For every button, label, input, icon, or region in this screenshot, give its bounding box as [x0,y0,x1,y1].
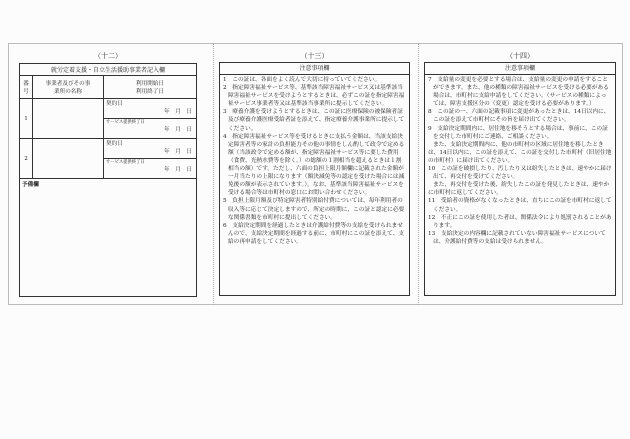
contract-label: 契約日 [106,101,123,107]
contract-date[interactable]: 年 月 日 [164,149,192,155]
note-item: 4 指定障害福祉サービス等を受けるときに支払う金額は、当該支給決定障害者等の家計の負担能力その他の事情をしん酌して政令で定める額（当該政令で定める額が、指定障害福祉サービス等に要した費用（食費、光熱水費等を除く。）の総額の１割相当を超えるときは１割相当の額）です。ただし、六面の負担上限月額欄に記載された金額が一月当たりの上限になります（額決減免等の認定を受けた場合には減免後の額が表示されています。）。なお、基準該当障害福祉サービスを受ける場合等は市町村の窓口にお問い合わせください。 [223,133,405,197]
end-label: サービス提供終了日 [106,120,145,125]
contract-date[interactable]: 年 月 日 [164,109,192,115]
note-item: 6 支給決定期間を経過したときは介護給付費等の支給を受けられませんので、支給決定期間を経過する前に、市町村にこの証を添えて、支給の再申請をしてください。 [223,222,405,245]
page-number-13: （十三） [300,52,329,60]
col-start: 利用開始日 [136,81,164,87]
note-item: 9 支給決定期間内に、居住地を移そうとする場合は、事前に、この証を交付した市町村にご連絡、ご相談ください。 [428,125,608,140]
note-item: 11 受給者の資格がなくなったときは、直ちにこの証を市町村に返してください。 [428,198,612,213]
note-item: 10 この証を破損したり、汚したり又は紛失したときは、速やかに届け出て、再交付を受けてください。 [428,166,612,181]
note-item: 2 指定障害福祉サービス等、基準該当障害福祉サービス又は基準該当障害福祉サービスを受けようとするときは、必ずこの証を指定障害福祉サービス事業者等又は基準該当事業所に提示してください。 [223,85,405,108]
end-label: サービス提供終了日 [106,160,145,165]
page-number-12: （十二） [94,52,122,60]
notes-box-14 [424,62,616,296]
note-item: 8 この証の一、六面の記載事項に変更があったときは、14日以内に、この証を添えて市町村にその旨を届け出てください。 [428,109,610,124]
business-name-field[interactable] [33,99,104,139]
note-item: 5 負担上限月額及び特定障害者特別給付費については、毎年利用者の収入等に応じて決定しますので、所定の時期に、この証と認定に必要な関係書類を市町村に提出してください。 [223,198,405,221]
end-date[interactable]: 年 月 日 [164,167,192,173]
col-number: 番号 [20,76,33,99]
notes-box-13 [219,62,410,296]
contract-label: 契約日 [106,141,123,147]
page-separator [213,43,214,305]
table-title: 就労定着支援・自立生活援助事業者記入欄 [20,64,197,76]
note-item: 3 療養介護を受けようとするときは、この証に医療保険の被保険者証及び療養介護医療受給者証を添えて、指定療養介護事業所に提示してください。 [223,109,405,132]
reserve-field[interactable] [20,179,197,297]
col-end: 利用終了日 [136,89,164,95]
business-entry-table [19,63,197,297]
notes-title: 注意事項欄 [220,63,409,75]
page-number-14: （十四） [506,52,534,60]
notes-title: 注意事項欄 [425,63,615,75]
row-number: 2 [20,139,33,179]
note-item: 1 この証は、各面をよく読んで大切に持っていてください。 [223,77,381,83]
note-item: 12 不正にこの証を使用した者は、関係法令により処罰されることがあります。 [428,214,612,229]
note-item: 7 支給量の変更を必要とする場合は、支給量の変更の申請をすることができます。また、他の種類の障害福祉サービスを受ける必要がある場合は、市町村に支給申請をしてください。（サービスの種類によっては、障害支援区分の（変更）認定を受ける必要があります。） [428,77,609,108]
note-item: 13 支給決定の内容欄に記載されていない障害福祉サービスについては、介護給付費等の支給は受けられません。 [428,230,606,245]
col-name: 事業者及びその事業所の名称 [33,76,104,99]
page-separator [418,43,419,305]
note-subitem: また、再交付を受けた後、紛失したこの証を発見したときは、速やかに市町村に返してください。 [428,182,610,197]
end-date[interactable]: 年 月 日 [164,127,192,133]
note-subitem: また、支給決定期間内に、他の市町村の区域に居住地を移したときは、14日以内に、この証を添えて、この証を交付した市町村（旧居住地の市町村）に届け出てください。 [428,141,612,164]
business-name-field[interactable] [33,139,104,179]
row-number: 1 [20,99,33,139]
reserve-label: 予備欄 [22,182,39,188]
